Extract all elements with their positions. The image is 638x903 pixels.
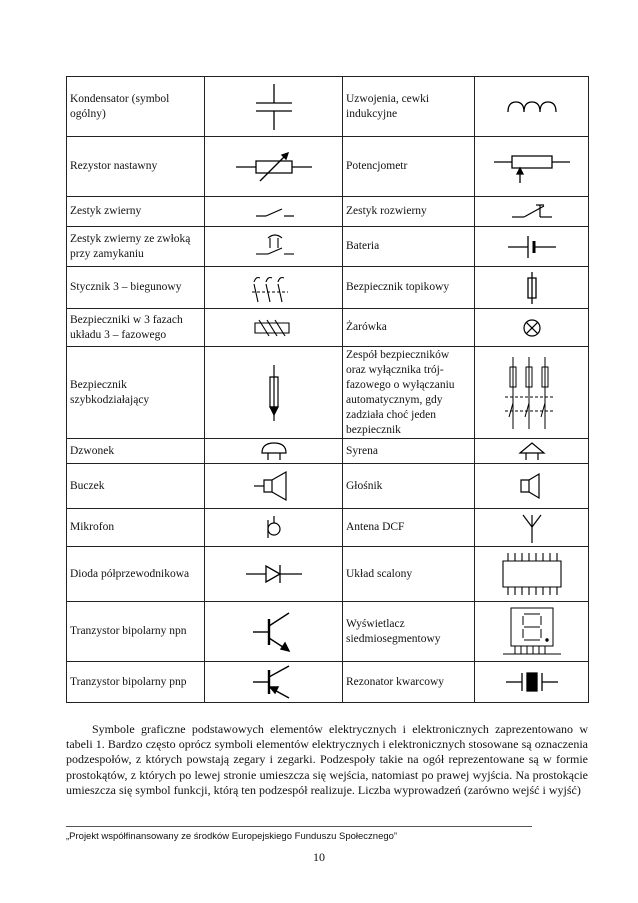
footer-note: „Projekt współfinansowany ze środków Europejskiego Funduszu Społecznego” <box>66 831 398 842</box>
table-row <box>67 662 589 703</box>
battery-icon <box>475 227 589 267</box>
symbol-name: Mikrofon <box>67 509 205 547</box>
body-paragraph <box>66 722 588 798</box>
delayed-contact-icon <box>205 227 343 267</box>
pnp-transistor-icon <box>205 662 343 703</box>
symbols-table <box>66 76 589 703</box>
symbol-name: Tranzystor bipolarny npn <box>67 602 205 662</box>
symbol-name: Uzwojenia, cewki indukcyjne <box>343 77 475 137</box>
symbol-name: Dioda półprzewodnikowa <box>67 547 205 602</box>
speaker-icon <box>475 464 589 509</box>
table-row <box>67 509 589 547</box>
table-row <box>67 77 589 137</box>
symbol-name: Stycznik 3 – biegunowy <box>67 267 205 309</box>
lamp-icon <box>475 309 589 347</box>
normally-closed-contact-icon <box>475 197 589 227</box>
bell-icon <box>205 439 343 464</box>
seven-segment-display-icon <box>475 602 589 662</box>
symbol-name: Kondensator (symbol ogólny) <box>67 77 205 137</box>
symbol-name: Buczek <box>67 464 205 509</box>
table-row <box>67 137 589 197</box>
symbol-name: Zestyk zwierny <box>67 197 205 227</box>
paragraph-text: Symbole graficzne podstawowych elementów elektrycznych i elektronicznych zaprezentowano w tabeli 1. Bardzo często oprócz symboli elementów elektrycznych i elektronicznych stosowane są oznaczenia podzespołów, z których powstają zegary i zegarki. Podzespoły takie na ogół reprezentowane są w formie prostokątów, z których po lewej stronie umieszcza się wejścia, natomiast po prawej wyjścia. Na prostokącie umieszcza się symbol funkcji, którą ten podzespół realizuje. Liczba wyprowadzeń (zarówno wejść i wyjść) <box>66 722 588 797</box>
table-row <box>67 347 589 439</box>
normally-open-contact-icon <box>205 197 343 227</box>
potentiometer-icon <box>475 137 589 197</box>
symbol-name: Bezpiecznik topikowy <box>343 267 475 309</box>
table-row <box>67 439 589 464</box>
table-row <box>67 602 589 662</box>
symbol-name: Głośnik <box>343 464 475 509</box>
table-row <box>67 197 589 227</box>
symbol-name: Potencjometr <box>343 137 475 197</box>
symbol-name: Rezonator kwarcowy <box>343 662 475 703</box>
symbol-name: Bezpiecznik szybkodziałający <box>67 347 205 439</box>
integrated-circuit-icon <box>475 547 589 602</box>
symbol-name: Dzwonek <box>67 439 205 464</box>
inductor-icon <box>475 77 589 137</box>
diode-icon <box>205 547 343 602</box>
symbol-name: Rezystor nastawny <box>67 137 205 197</box>
symbol-name: Wyświetlacz siedmiosegmentowy <box>343 602 475 662</box>
table-row <box>67 464 589 509</box>
page-number: 10 <box>313 850 325 864</box>
symbol-name: Bezpieczniki w 3 fazach układu 3 – fazowego <box>67 309 205 347</box>
capacitor-icon <box>205 77 343 137</box>
crystal-resonator-icon <box>475 662 589 703</box>
table-row <box>67 227 589 267</box>
table-row <box>67 267 589 309</box>
symbol-name: Zespół bezpieczników oraz wyłącznika trój-fazowego o wyłączaniu automatycznym, gdy zadziała choć jeden bezpiecznik <box>343 347 475 439</box>
symbol-name: Żarówka <box>343 309 475 347</box>
three-phase-fuse-icon <box>205 309 343 347</box>
buzzer-icon <box>205 464 343 509</box>
symbol-name: Bateria <box>343 227 475 267</box>
table-row <box>67 547 589 602</box>
fast-fuse-icon <box>205 347 343 439</box>
fuse-icon <box>475 267 589 309</box>
antenna-icon <box>475 509 589 547</box>
microphone-icon <box>205 509 343 547</box>
footer-divider <box>66 826 532 827</box>
symbol-name: Antena DCF <box>343 509 475 547</box>
symbol-name: Zestyk zwierny ze zwłoką przy zamykaniu <box>67 227 205 267</box>
siren-icon <box>475 439 589 464</box>
symbol-name: Zestyk rozwierny <box>343 197 475 227</box>
npn-transistor-icon <box>205 602 343 662</box>
symbol-name: Układ scalony <box>343 547 475 602</box>
fuse-switch-assembly-icon <box>475 347 589 439</box>
symbol-name: Syrena <box>343 439 475 464</box>
table-row <box>67 309 589 347</box>
three-pole-contactor-icon <box>205 267 343 309</box>
variable-resistor-icon <box>205 137 343 197</box>
symbol-name: Tranzystor bipolarny pnp <box>67 662 205 703</box>
